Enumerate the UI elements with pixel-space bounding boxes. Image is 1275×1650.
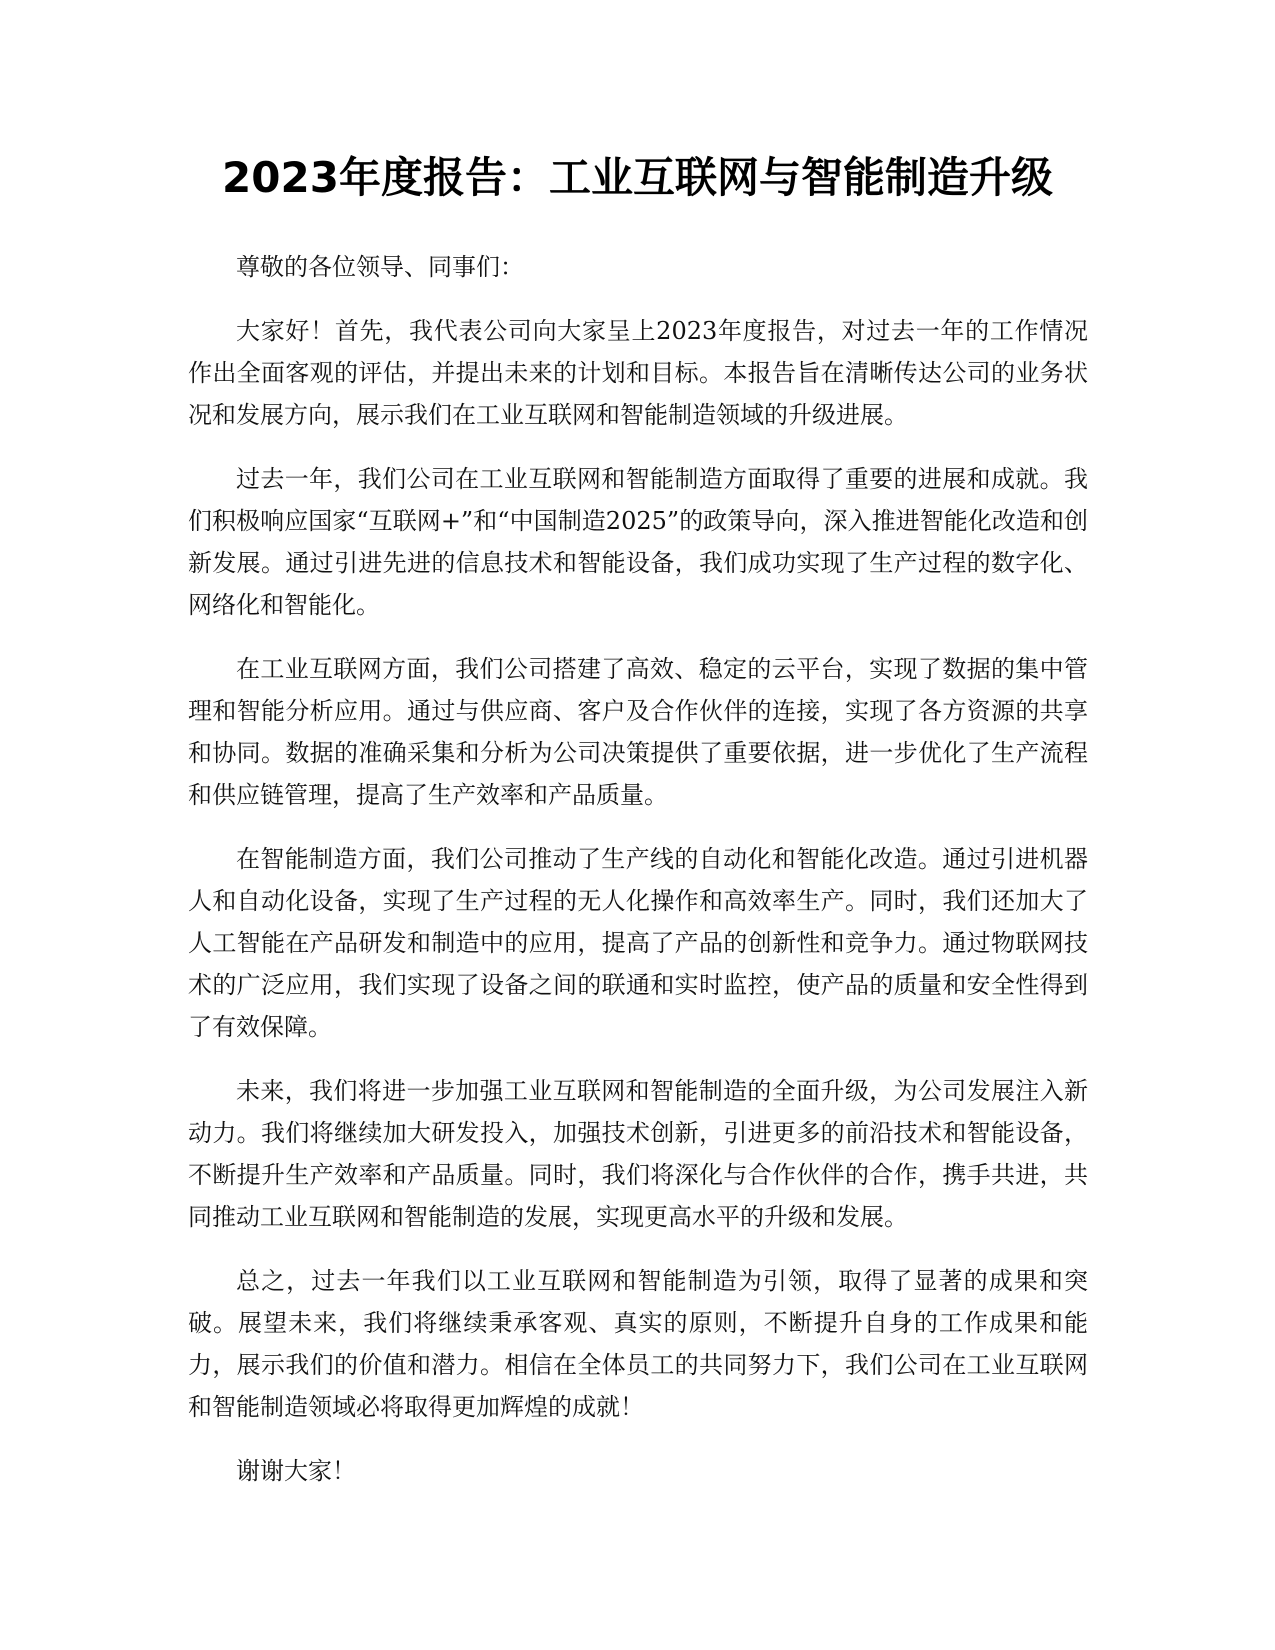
paragraph-past-year: 过去一年，我们公司在工业互联网和智能制造方面取得了重要的进展和成就。我们积极响应国家“互联网+”和“中国制造2025”的政策导向，深入推进智能化改造和创新发展。通过引进先进的信息技术和智能设备，我们成功实现了生产过程的数字化、网络化和智能化。 [188,465,1088,619]
closing: 谢谢大家！ [236,1457,356,1485]
salutation: 尊敬的各位领导、同事们： [236,253,524,281]
paragraph-industrial-internet: 在工业互联网方面，我们公司搭建了高效、稳定的云平台，实现了数据的集中管理和智能分析应用。通过与供应商、客户及合作伙伴的连接，实现了各方资源的共享和协同。数据的准确采集和分析为公司决策提供了重要依据，进一步优化了生产流程和供应链管理，提高了生产效率和产品质量。 [188,655,1088,809]
document-title: 2023年度报告：工业互联网与智能制造升级 [222,153,1053,202]
paragraph-smart-manufacturing: 在智能制造方面，我们公司推动了生产线的自动化和智能化改造。通过引进机器人和自动化设备，实现了生产过程的无人化操作和高效率生产。同时，我们还加大了人工智能在产品研发和制造中的应用，提高了产品的创新性和竞争力。通过物联网技术的广泛应用，我们实现了设备之间的联通和实时监控，使产品的质量和安全性得到了有效保障。 [188,845,1088,1041]
paragraph-summary: 总之，过去一年我们以工业互联网和智能制造为引领，取得了显著的成果和突破。展望未来，我们将继续秉承客观、真实的原则，不断提升自身的工作成果和能力，展示我们的价值和潜力。相信在全体员工的共同努力下，我们公司在工业互联网和智能制造领域必将取得更加辉煌的成就！ [188,1267,1088,1421]
document-body [188,246,1088,1514]
paragraph-future: 未来，我们将进一步加强工业互联网和智能制造的全面升级，为公司发展注入新动力。我们将继续加大研发投入，加强技术创新，引进更多的前沿技术和智能设备，不断提升生产效率和产品质量。同时，我们将深化与合作伙伴的合作，携手共进，共同推动工业互联网和智能制造的发展，实现更高水平的升级和发展。 [188,1077,1088,1231]
paragraph-intro: 大家好！首先，我代表公司向大家呈上2023年度报告，对过去一年的工作情况作出全面客观的评估，并提出未来的计划和目标。本报告旨在清晰传达公司的业务状况和发展方向，展示我们在工业互联网和智能制造领域的升级进展。 [188,317,1088,429]
